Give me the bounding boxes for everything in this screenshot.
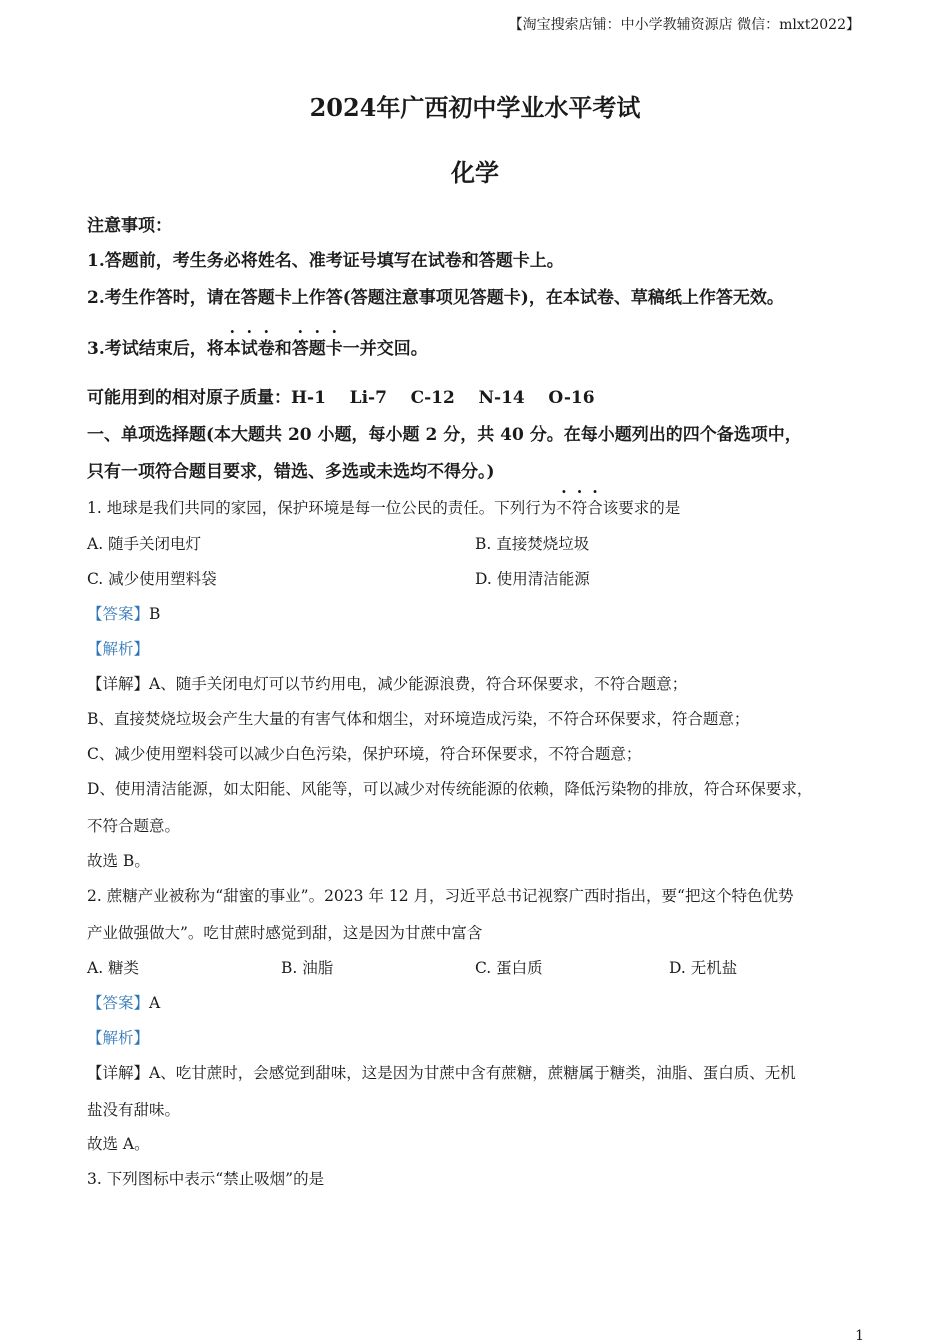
page-number: 1 [855, 1328, 864, 1344]
q2-option-c: C. 蛋白质 [475, 959, 543, 977]
subject-title: 化学 [451, 158, 499, 187]
emphasis-char: 不 [556, 499, 572, 517]
q2-detail-1 [87, 1061, 796, 1083]
q2-stem-line-2: 产业做强做大”。吃甘蔗时感觉到甜，这是因为甘蔗中富含 [87, 924, 483, 942]
detail-text: A、随手关闭电灯可以节约用电，减少能源浪费，符合环保要求，不符合题意； [149, 675, 688, 693]
answer-value: B [149, 605, 161, 623]
notice-item-1: 1.答题前，考生务必将姓名、准考证号填写在试卷和答题卡上。 [87, 251, 564, 271]
page-title: 2024年广西初中学业水平考试 [309, 93, 641, 122]
notice-item-3-part-a: 3.考试结束后，将 [87, 339, 224, 359]
emphasis-char: 符 [571, 499, 588, 517]
q1-stem-part-b: 该要求的是 [602, 499, 681, 517]
answer-value: A [149, 994, 161, 1012]
emphasis-char: 试 [240, 339, 258, 359]
emphasis-char: 题 [308, 339, 326, 359]
q1-option-a: A. 随手关闭电灯 [87, 535, 202, 553]
q2-answer [87, 991, 160, 1013]
q2-analysis-tag: 【解析】 [87, 1029, 150, 1047]
q2-option-d: D. 无机盐 [669, 959, 738, 977]
q3-stem: 3. 下列图标中表示“禁止吸烟”的是 [87, 1170, 325, 1188]
q1-detail-2: B、直接焚烧垃圾会产生大量的有害气体和烟尘，对环境造成污染，不符合环保要求，符合题意； [87, 710, 750, 728]
answer-tag: 【答案】 [87, 605, 150, 623]
q1-option-b: B. 直接焚烧垃圾 [475, 535, 590, 553]
answer-tag: 【答案】 [87, 994, 150, 1012]
q2-option-b: B. 油脂 [281, 959, 334, 977]
atomic-mass-line: 可能用到的相对原子质量：H-1 Li-7 C-12 N-14 O-16 [87, 388, 595, 408]
section-1-heading-line-1: 一、单项选择题(本大题共 20 小题，每小题 2 分，共 40 分。在每小题列出的四个备选项中， [87, 425, 802, 445]
q1-conclusion: 故选 B。 [87, 852, 150, 870]
emphasis-char: 卡 [325, 339, 343, 359]
q1-detail-5: 不符合题意。 [87, 817, 181, 835]
q1-analysis-tag: 【解析】 [87, 640, 150, 658]
emphasis-char: 答 [291, 339, 309, 359]
emphasis-char: 卷 [257, 339, 275, 359]
q1-stem-part-a: 1. 地球是我们共同的家园，保护环境是每一位公民的责任。下列行为 [87, 499, 557, 517]
section-1-heading-line-2: 只有一项符合题目要求，错选、多选或未选均不得分。) [87, 462, 495, 482]
notice-heading: 注意事项： [87, 216, 172, 236]
detail-tag: 【详解】 [87, 675, 150, 693]
q1-option-c: C. 减少使用塑料袋 [87, 570, 217, 588]
q1-detail-4: D、使用清洁能源，如太阳能、风能等，可以减少对传统能源的依赖，降低污染物的排放，符合环保要求， [87, 780, 813, 798]
q2-option-a: A. 糖类 [87, 959, 140, 977]
notice-item-3 [87, 334, 428, 359]
q1-detail-1 [87, 672, 687, 694]
q1-detail-3: C、减少使用塑料袋可以减少白色污染，保护环境，符合环保要求，不符合题意； [87, 745, 642, 763]
emphasis-char: 合 [587, 499, 603, 517]
notice-item-2: 2.考生作答时，请在答题卡上作答(答题注意事项见答题卡)，在本试卷、草稿纸上作答无效。 [87, 288, 784, 308]
emphasis-char: 本 [223, 339, 241, 359]
q1-answer [87, 602, 160, 624]
detail-text: A、吃甘蔗时，会感觉到甜味，这是因为甘蔗中含有蔗糖，蔗糖属于糖类，油脂、蛋白质、无机 [149, 1064, 796, 1082]
q1-option-d: D. 使用清洁能源 [475, 570, 590, 588]
notice-item-3-part-c: 一并交回。 [342, 339, 428, 359]
q1-stem [87, 496, 680, 518]
header-note: 【淘宝搜索店铺：中小学教辅资源店 微信：mlxt2022】 [508, 17, 860, 33]
q2-conclusion: 故选 A。 [87, 1135, 150, 1153]
notice-item-3-part-b: 和 [274, 339, 292, 359]
detail-tag: 【详解】 [87, 1064, 150, 1082]
q2-stem-line-1: 2. 蔗糖产业被称为“甜蜜的事业”。2023 年 12 月，习近平总书记视察广西时指出，要“把这个特色优势 [87, 887, 794, 905]
q2-detail-2: 盐没有甜味。 [87, 1101, 181, 1119]
